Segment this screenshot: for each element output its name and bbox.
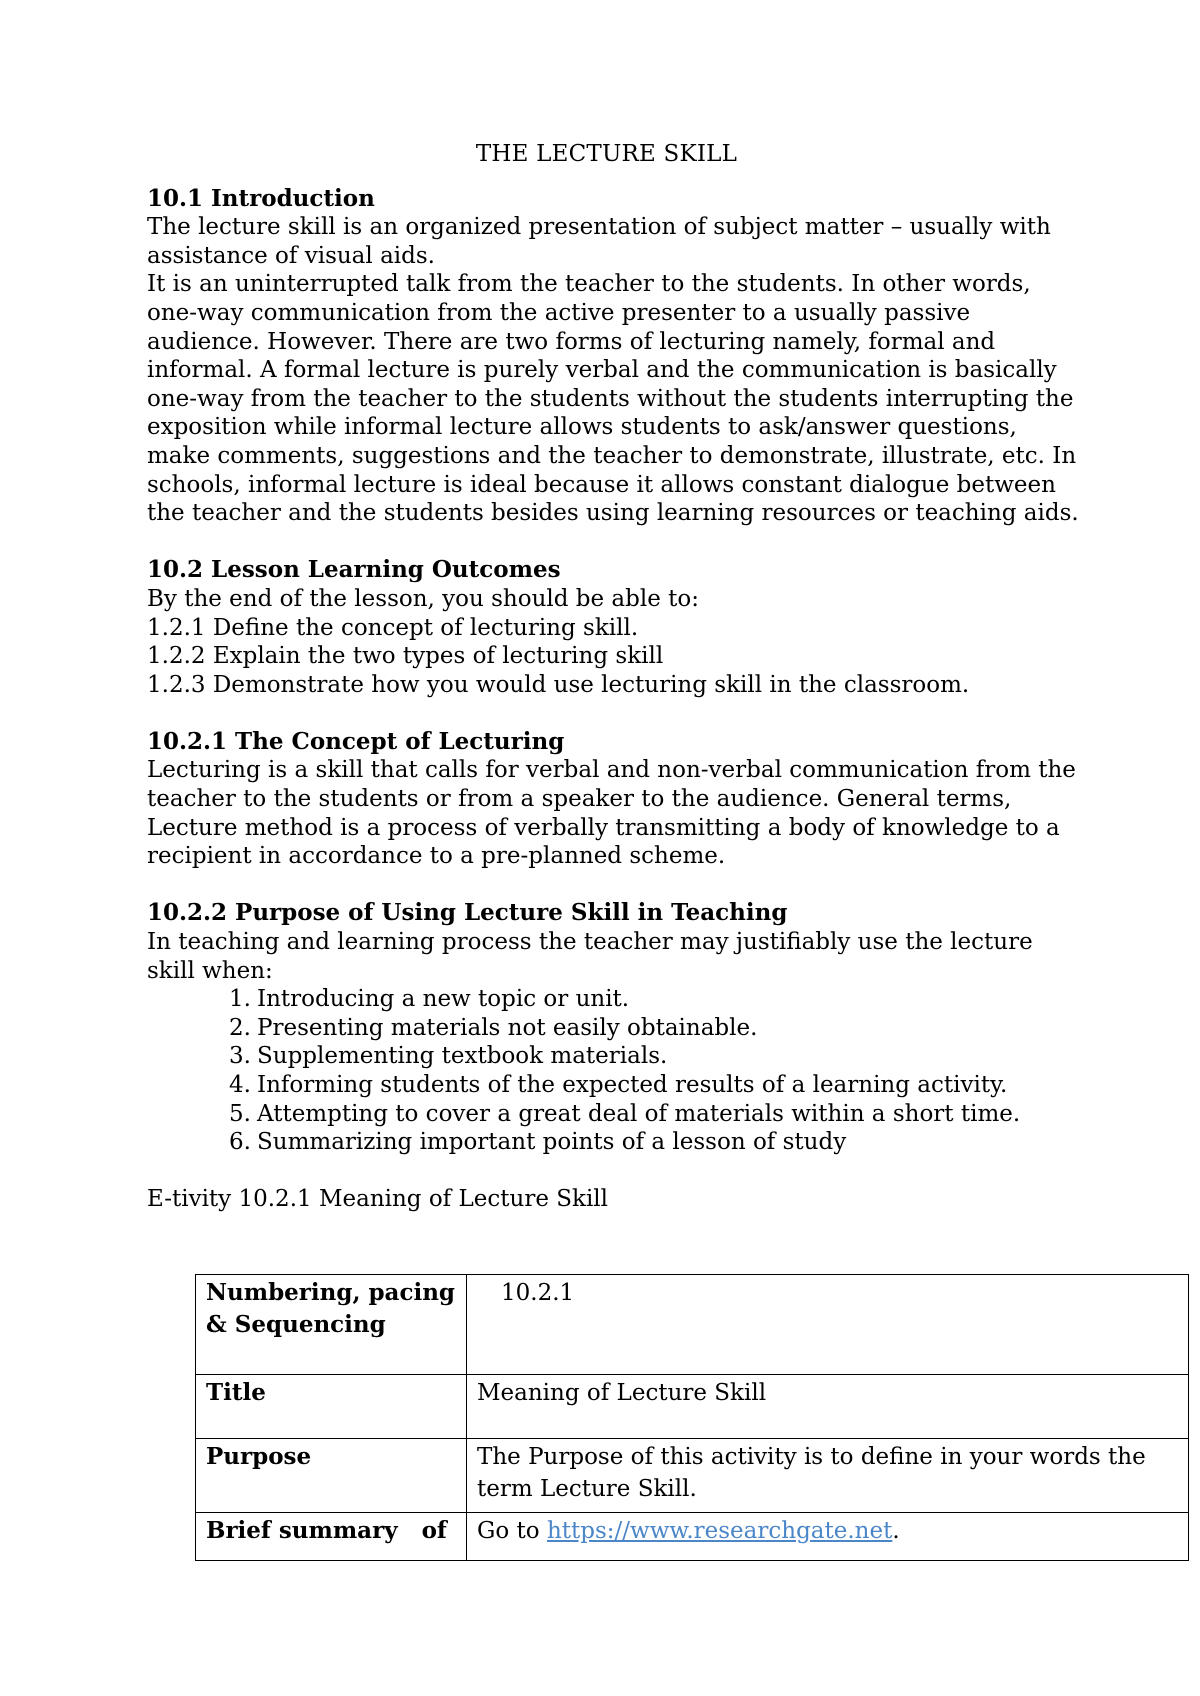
list-item-text: Supplementing textbook materials. — [257, 1043, 668, 1070]
row-label: Purpose — [196, 1439, 467, 1513]
row-value-text: 10.2.1 — [501, 1280, 575, 1306]
list-number: 1. — [229, 986, 251, 1013]
list-item — [229, 1042, 1087, 1071]
row-value-prefix: Go to — [477, 1518, 547, 1544]
intro-paragraph-2: It is an uninterrupted talk from the teacher to the students. In other words, one-way communication from the active presenter to a usually passive audience. However. There are two forms of lecturing namely, formal and informal. A formal lecture is purely verbal and the communication is basically one-way from the teacher to the students without the students interrupting the exposition while informal lecture allows students to ask/answer questions, make comments, suggestions and the teacher to demonstrate, illustrate, etc. In schools, informal lecture is ideal because it allows constant dialogue between the teacher and the students besides using learning resources or teaching aids. — [147, 271, 1079, 527]
row-value — [467, 1275, 1189, 1375]
list-item-text: Attempting to cover a great deal of materials within a short time. — [257, 1100, 1021, 1127]
list-number: 2. — [229, 1014, 251, 1041]
concept-paragraph: Lecturing is a skill that calls for verbal and non-verbal communication from the teacher to the students or from a speaker to the audience. General terms, Lecture method is a process of verbally transmitting a body of knowledge to a recipient in accordance to a pre-planned scheme. — [147, 757, 1076, 870]
purpose-heading: 10.2.2 Purpose of Using Lecture Skill in Teaching — [147, 899, 788, 927]
table-row — [196, 1275, 1189, 1375]
outcomes-lead: By the end of the lesson, you should be able to: — [147, 585, 699, 612]
concept-heading: 10.2.1 The Concept of Lecturing — [147, 727, 565, 755]
intro-heading: 10.1 Introduction — [147, 184, 375, 212]
list-item — [229, 1071, 1087, 1100]
table-row — [196, 1513, 1189, 1561]
list-number: 5. — [229, 1100, 251, 1127]
list-item-text: Summarizing important points of a lesson of study — [257, 1129, 847, 1156]
row-label: Title — [196, 1375, 467, 1439]
purpose-lead: In teaching and learning process the teacher may justifiably use the lecture skill when: — [147, 929, 1033, 984]
row-value — [467, 1513, 1189, 1561]
outcomes-list — [147, 585, 1087, 699]
outcome-item: 1.2.2 Explain the two types of lecturing skill — [147, 643, 664, 670]
list-number: 4. — [229, 1072, 251, 1098]
row-label: Brief summary of — [196, 1513, 467, 1561]
list-item-text: Introducing a new topic or unit. — [257, 986, 630, 1013]
row-value-suffix: . — [892, 1518, 900, 1544]
researchgate-link[interactable]: https://www.researchgate.net — [546, 1518, 893, 1544]
document-page — [147, 140, 1087, 1213]
list-number: 3. — [229, 1043, 251, 1070]
outcome-item: 1.2.3 Demonstrate how you would use lecturing skill in the classroom. — [147, 671, 970, 698]
row-value: The Purpose of this activity is to define in your words the term Lecture Skill. — [467, 1439, 1189, 1513]
intro-paragraph-1: The lecture skill is an organized presentation of subject matter – usually with assistance of visual aids. — [147, 214, 1051, 269]
outcomes-heading: 10.2 Lesson Learning Outcomes — [147, 556, 561, 584]
table-row — [196, 1439, 1189, 1513]
list-item — [229, 1100, 1087, 1129]
table-row — [196, 1375, 1189, 1439]
list-item-text: Informing students of the expected results of a learning activity. — [257, 1072, 1008, 1098]
activity-caption: E-tivity 10.2.1 Meaning of Lecture Skill — [147, 1185, 609, 1212]
row-label: Numbering, pacing & Sequencing — [196, 1275, 467, 1375]
list-item — [229, 1014, 1087, 1043]
row-value: Meaning of Lecture Skill — [467, 1375, 1189, 1439]
list-number: 6. — [229, 1129, 251, 1156]
activity-table — [195, 1274, 1189, 1561]
list-item — [229, 1128, 1087, 1157]
list-item — [229, 985, 1087, 1014]
outcome-item: 1.2.1 Define the concept of lecturing skill. — [147, 614, 639, 641]
page-title: THE LECTURE SKILL — [475, 141, 738, 167]
list-item-text: Presenting materials not easily obtainable. — [257, 1014, 758, 1041]
purpose-list — [147, 985, 1087, 1157]
